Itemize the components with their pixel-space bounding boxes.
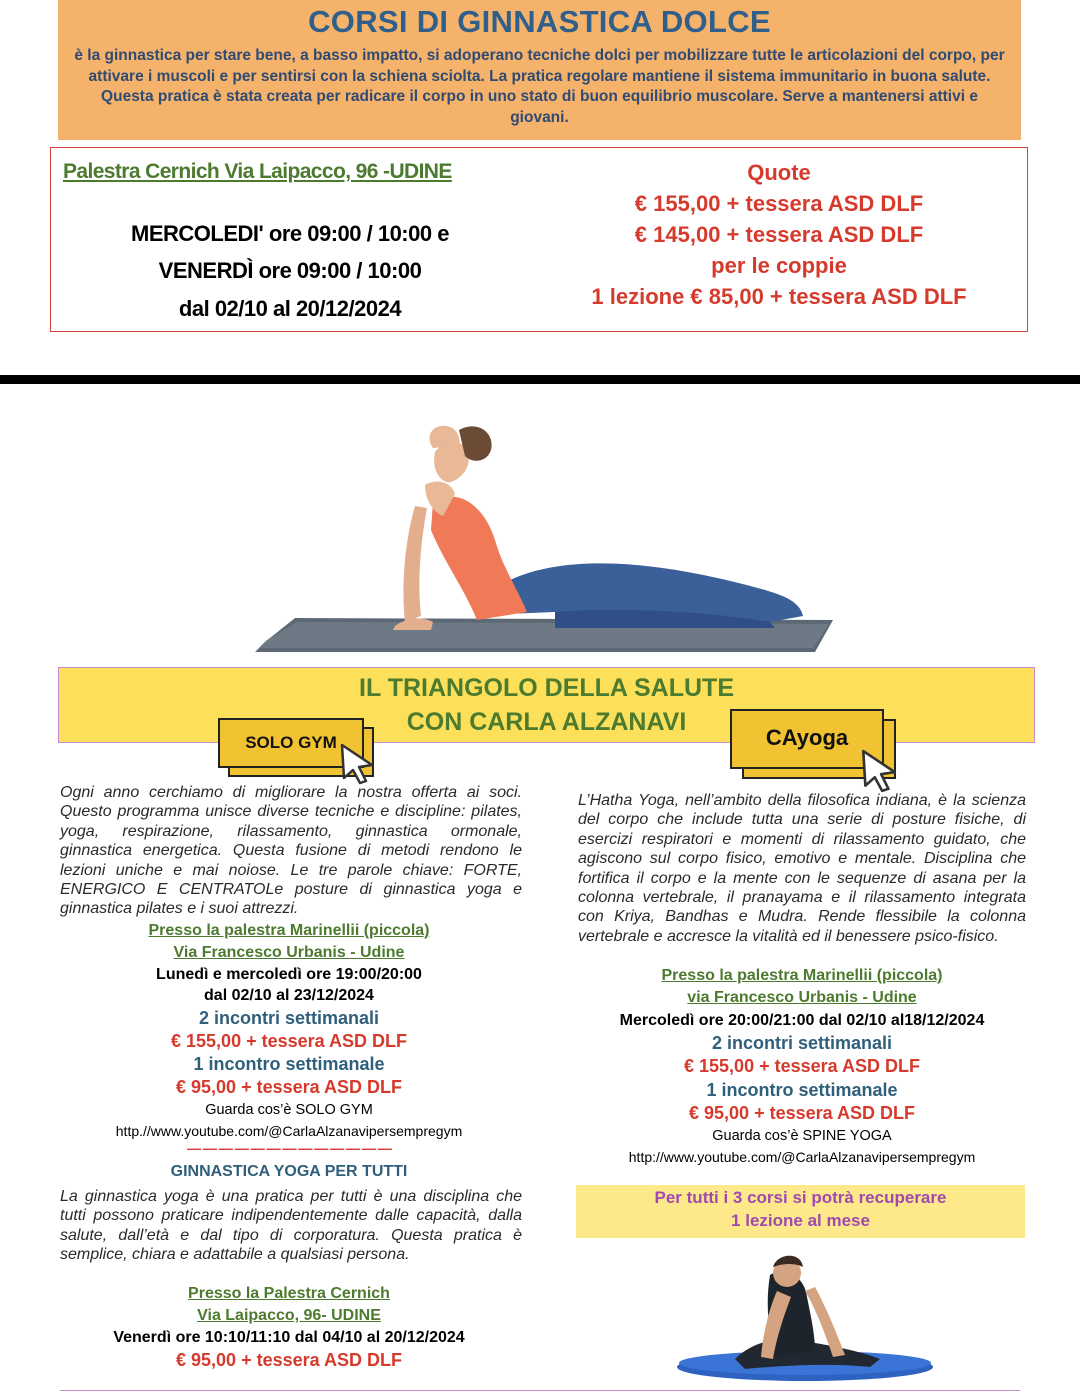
cayoga-schedule: Mercoledì ore 20:00/21:00 dal 02/10 al18/12/2024: [619, 1012, 985, 1029]
cayoga-option-1: 1 incontro settimanale: [706, 1080, 898, 1100]
ginnastica-yoga-description: La ginnastica yoga è una pratica per tutti è una disciplina che tutti possono praticare indipendentemente dalle capacità, dalla salute, dall’età e dal tipo di corporatura. Questa pratica è semplice, chiara e adattabile a qualsiasi persona.: [60, 1188, 522, 1264]
cayoga-label: CAyoga: [765, 725, 849, 750]
cayoga-watch-label: Guarda cos’è SPINE YOGA: [712, 1128, 892, 1144]
banner-line-1: IL TRIANGOLO DELLA SALUTE: [359, 674, 734, 702]
solo-gym-description: Ogni anno cerchiamo di migliorare la nostra offerta ai soci. Questo programma unisce diverse tecniche e discipline: pilates, yoga, respirazione, rilassamento, ginnastica ormonale, ginnastica energetica. Questa fusione di metodi rendono le lezioni uniche e mai noiose. Le tre parole chiave: FORTE, ENERGICO E CENTRATOLe posture di ginnastica yoga e ginnastica pilates e i suoi attrezzi.: [60, 784, 522, 918]
solo-gym-option-1: 1 incontro settimanale: [193, 1054, 385, 1074]
cursor-icon: [858, 749, 900, 793]
header-banner: [58, 0, 1021, 140]
solo-gym-button[interactable]: [218, 715, 378, 785]
cayoga-option-2: 2 incontri settimanali: [711, 1033, 893, 1053]
quote-single-lesson: 1 lezione € 85,00 + tessera ASD DLF: [591, 284, 967, 309]
solo-gym-price-1: € 95,00 + tessera ASD DLF: [176, 1077, 402, 1097]
cobra-pose-image: [255, 390, 835, 655]
cayoga-venue-link[interactable]: Presso la palestra Marinellii (piccola): [661, 967, 943, 984]
recovery-line-2: 1 lezione al mese: [731, 1211, 870, 1230]
cayoga-description: L’Hatha Yoga, nell’ambito della filosofica indiana, è la scienza del corpo che include tutta una serie di posture fisiche, di esercizi respiratori e momenti di rilassamento guidato, che agiscono sul corpo fisico, emotivo e mentale. Disciplina che fortifica il corpo e la mente con le sequenze di asana per la colonna vertebrale, il pranayama e il rilassamento integrata con Kriya, Bandhas e Mudra. Rende flessibile la colonna vertebrale e accresce la vitalità ed il benessere psico-fisico.: [578, 792, 1026, 945]
course-info-box: [50, 147, 1028, 332]
ginnastica-yoga-title: GINNASTICA YOGA PER TUTTI: [170, 1163, 408, 1180]
recovery-notice: [576, 1185, 1025, 1238]
solo-gym-price-2: € 155,00 + tessera ASD DLF: [171, 1031, 407, 1051]
quote-heading: Quote: [747, 160, 811, 185]
footer-divider: [60, 1390, 1020, 1391]
venue-label: Palestra Cernich Via Laipacco, 96 -UDINE: [63, 160, 452, 183]
recovery-line-1: Per tutti i 3 corsi si potrà recuperare: [654, 1188, 947, 1207]
solo-gym-address-link[interactable]: Via Francesco Urbanis - Udine: [173, 944, 405, 961]
solo-gym-option-2: 2 incontri settimanali: [198, 1008, 380, 1028]
header-description: è la ginnastica per stare bene, a basso impatto, si adoperano tecniche dolci per mobilizzare tutte le articolazioni del corpo, per attivare i muscoli e per sentirsi con la schiena sciolta. La pratica regolare mantiene il sistema immunitario in buona salute. Questa pratica è stata creata per radicare il corpo in uno stato di buon equilibrio muscolare. Serve a mantenersi attivi e giovani.: [74, 47, 1005, 126]
schedule-line-1: MERCOLEDI' ore 09:00 / 10:00 e: [131, 221, 449, 246]
ginnastica-yoga-venue-link[interactable]: Presso la Palestra Cernich: [188, 1285, 390, 1302]
cayoga-price-2: € 155,00 + tessera ASD DLF: [684, 1056, 920, 1076]
schedule-dates: dal 02/10 al 20/12/2024: [178, 296, 402, 321]
banner-line-2: CON CARLA ALZANAVI: [406, 708, 687, 736]
ginnastica-yoga-schedule: Venerdì ore 10:10/11:10 dal 04/10 al 20/12/2024: [113, 1329, 465, 1346]
solo-gym-watch-label: Guarda cos’è SOLO GYM: [205, 1102, 373, 1118]
cursor-icon: [338, 743, 376, 785]
cayoga-youtube-link[interactable]: http://www.youtube.com/@CarlaAlzanavipersempregym: [628, 1149, 976, 1165]
solo-gym-youtube-link[interactable]: http.//www.youtube.com/@CarlaAlzanavipersempregym: [115, 1123, 463, 1139]
solo-gym-label: SOLO GYM: [245, 733, 337, 752]
dash-separator: — — — — — — — — — — — — —: [187, 1140, 391, 1156]
ginnastica-yoga-price: € 95,00 + tessera ASD DLF: [176, 1350, 402, 1370]
page-title: CORSI DI GINNASTICA DOLCE: [308, 4, 771, 39]
solo-gym-schedule: Lunedì e mercoledì ore 19:00/20:00: [156, 966, 422, 983]
ginnastica-yoga-address-link[interactable]: Via Laipacco, 96- UDINE: [197, 1307, 381, 1324]
solo-gym-dates: dal 02/10 al 23/12/2024: [204, 987, 374, 1004]
quote-price-2: € 145,00 + tessera ASD DLF: [634, 222, 924, 247]
seated-pose-image: [665, 1247, 937, 1387]
schedule-line-2: VENERDÌ ore 09:00 / 10:00: [158, 258, 422, 283]
quote-price-1: € 155,00 + tessera ASD DLF: [634, 191, 924, 216]
solo-gym-venue-link[interactable]: Presso la palestra Marinellii (piccola): [148, 922, 430, 939]
cayoga-price-1: € 95,00 + tessera ASD DLF: [689, 1103, 915, 1123]
quote-couples: per le coppie: [711, 253, 847, 278]
section-divider: [0, 375, 1080, 384]
cayoga-address-link[interactable]: via Francesco Urbanis - Udine: [687, 989, 917, 1006]
cayoga-button[interactable]: [730, 709, 905, 791]
